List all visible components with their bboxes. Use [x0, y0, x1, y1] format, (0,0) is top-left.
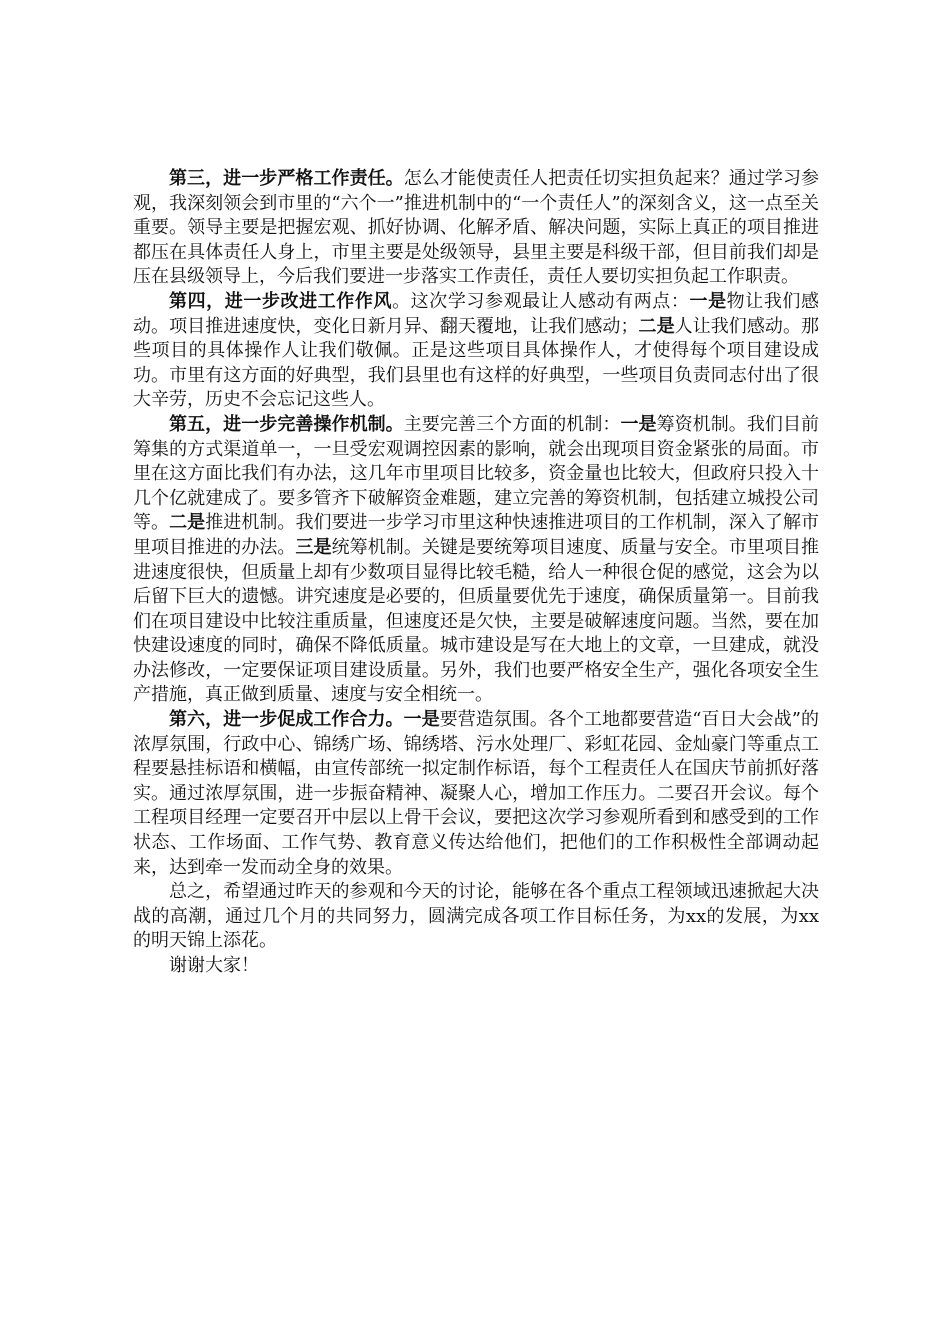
paragraph-text: 筹资机制。我们目前筹集的方式渠道单一，一旦受宏观调控因素的影响，就会出现项目资金紧张的局面。市里在这方面比我们有办法，这几年市里项目比较多，资金量也比较大，但政府只投入十几个亿就建成了。要多管齐下破解资金难题，建立完善的筹资机制，包括建立城投公司等。 — [133, 413, 820, 534]
heading-fifth: 第五，进一步完善操作机制。 — [169, 413, 404, 435]
paragraph-text: 总之，希望通过昨天的参观和今天的讨论，能够在各个重点工程领域迅速掀起大决战的高潮，通过几个月的共同努力，圆满完成各项工作目标任务，为xx的发展，为xx的明天锦上添花。 — [133, 881, 819, 952]
paragraph-text: 主要完善三个方面的机制： — [403, 413, 621, 435]
heading-sixth: 第六，进一步促成工作合力。一是 — [169, 709, 440, 731]
paragraph-text: 统筹机制。关键是要统筹项目速度、质量与安全。市里项目推进速度很快，但质量上却有少数项目显得比较毛糙，给人一种很仓促的感觉，这会为以后留下巨大的遗憾。讲究速度是必要的，但质量要优先于速度，确保质量第一。目前我们在项目建设中比较注重质量，但速度还是欠快，主要是破解速度问题。当然，要在加快建设速度的同时，确保不降低质量。城市建设是写在大地上的文章，一旦建成，就没办法修改，一定要保证项目建设质量。另外，我们也要严格安全生产，强化各项安全生产措施，真正做到质量、速度与安全相统一。 — [133, 536, 820, 706]
paragraph-conclusion — [133, 880, 819, 954]
paragraph-text: 怎么才能使责任人把责任切实担负起来？通过学习参观，我深刻领会到市里的“六个一”推进机制中的“一个责任人”的深刻含义，这一点至关重要。领导主要是把握宏观、抓好协调、化解矛盾、解决问题，实际上真正的项目推进都压在具体责任人身上，市里主要是处级领导，县里主要是科级干部，但目前我们却是压在县级领导上，今后我们要进一步落实工作责任，责任人要切实担负起工作职责。 — [133, 168, 820, 288]
paragraph-thanks — [133, 954, 819, 979]
paragraph-fourth-work-style — [133, 290, 819, 413]
closing-thanks: 谢谢大家！ — [169, 955, 259, 976]
heading-fourth: 第四，进一步改进工作作风 — [169, 290, 393, 312]
emphasis-first: 一是 — [689, 290, 727, 312]
emphasis-third: 三是 — [295, 536, 332, 558]
emphasis-second: 二是 — [169, 512, 206, 534]
paragraph-text: 人让我们感动。那些项目的具体操作人让我们敬佩。正是这些项目具体操作人，才使得每个项目建设成功。市里有这方面的好典型，我们县里也有这样的好典型，一些项目负责同志付出了很大辛劳，历史不会忘记这些人。 — [133, 315, 820, 411]
paragraph-text: 要营造氛围。各个工地都要营造“百日大会战”的浓厚氛围，行政中心、锦绣广场、锦绣塔、污水处理厂、彩虹花园、金灿豪门等重点工程要悬挂标语和横幅，由宣传部统一拟定制作标语，每个工程责任人在国庆节前抓好落实。通过浓厚氛围，进一步振奋精神、凝聚人心，增加工作压力。二要召开会议。每个工程项目经理一定要召开中层以上骨干会议，要把这次学习参观所看到和感受到的工作状态、工作场面、工作气势、教育意义传达给他们，把他们的工作积极性全部调动起来，达到牵一发而动全身的效果。 — [133, 709, 820, 878]
heading-third: 第三，进一步严格工作责任。 — [169, 168, 404, 189]
paragraph-text: 推进机制。我们要进一步学习市里这种快速推进项目的工作机制，深入了解市里项目推进的办法。 — [133, 512, 819, 558]
emphasis-first: 一是 — [620, 413, 657, 435]
paragraph-text: 。这次学习参观最让人感动有两点： — [392, 290, 690, 312]
paragraph-sixth-synergy — [133, 708, 819, 880]
paragraph-third-responsibility — [133, 167, 819, 290]
emphasis-second: 二是 — [638, 315, 675, 337]
paragraph-fifth-mechanism — [133, 413, 819, 708]
paragraph-text: 物让我们感动。项目推进速度快，变化日新月异、翻天覆地，让我们感动； — [133, 290, 820, 337]
document-body — [133, 167, 819, 979]
